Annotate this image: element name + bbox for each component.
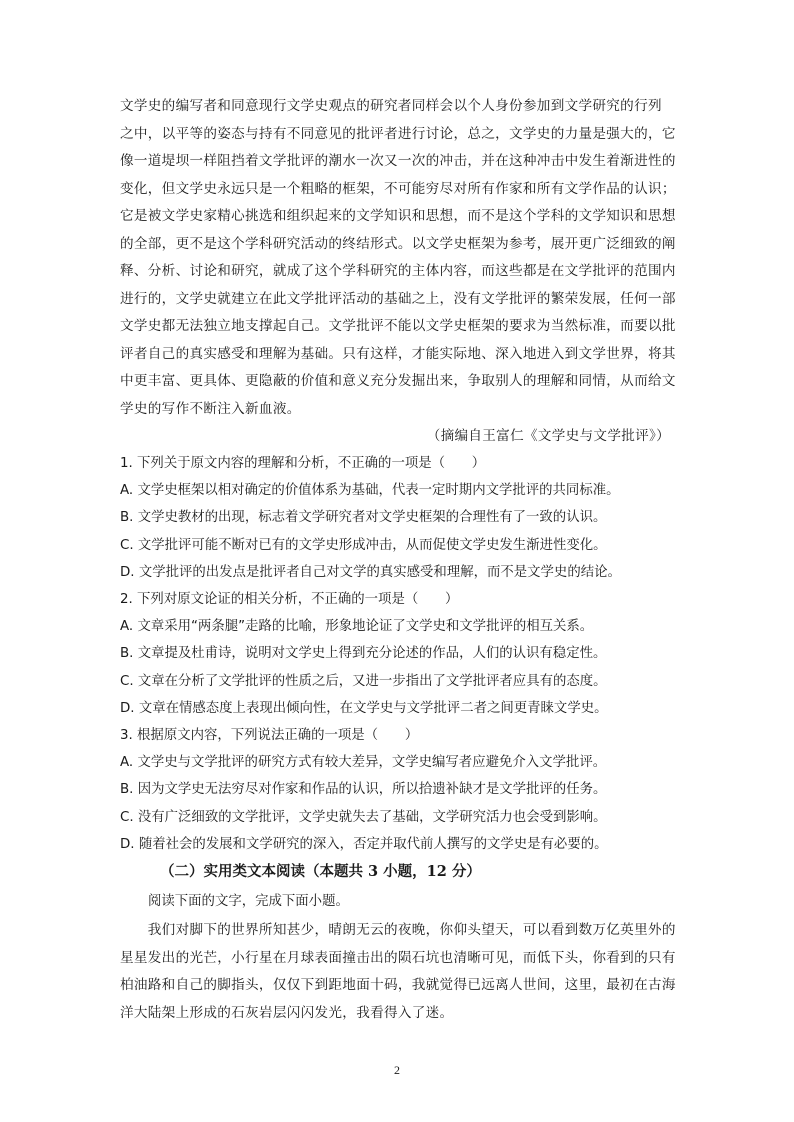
answer-option: B. 文学史教材的出现，标志着文学研究者对文学史框架的合理性有了一致的认识。	[120, 510, 607, 526]
answer-option: D. 文章在情感态度上表现出倾向性，在文学史与文学批评二者之间更青睐文学史。	[120, 700, 608, 716]
passage-line: 像一道堤坝一样阻挡着文学批评的潮水一次又一次的冲击，并在这种冲击中发生着渐进性的	[120, 153, 676, 169]
answer-option: B. 因为文学史无法穷尽对作家和作品的认识，所以拾遗补缺才是文学批评的任务。	[120, 782, 607, 798]
passage-line: 中更丰富、更具体、更隐蔽的价值和意义充分发掘出来，争取别人的理解和同情，从而给文	[120, 373, 676, 389]
passage-line: 之中，以平等的姿态与持有不同意见的批评者进行讨论，总之，文学史的力量是强大的，它	[120, 125, 676, 142]
answer-option: B. 文章提及杜甫诗，说明对文学史上得到充分论述的作品，人们的认识有稳定性。	[120, 646, 607, 662]
passage-line: 文学史都无法独立地支撑起自己。文学批评不能以文学史框架的要求为当然标准，而要以批	[120, 318, 676, 334]
page-number: 2	[394, 1063, 400, 1077]
section-instruction: 阅读下面的文字，完成下面小题。	[148, 894, 349, 909]
passage-line: 洋大陆架上形成的石灰岩层闪闪发光，我看得入了迷。	[120, 1004, 454, 1021]
answer-option: A. 文章采用“两条腿”走路的比喻，形象地论证了文学史和文学批评的相互关系。	[120, 619, 594, 635]
answer-option: C. 文章在分析了文学批评的性质之后，又进一步指出了文学批评者应具有的态度。	[120, 673, 607, 689]
passage-line: 它是被文学史家精心挑选和组织起来的文学知识和思想，而不是这个学科的文学知识和思想	[120, 208, 676, 224]
question-stem: 1. 下列关于原文内容的理解和分析，不正确的一项是（ ）	[120, 456, 486, 471]
passage-line: 变化，但文学史永远只是一个粗略的框架，不可能穷尽对所有作家和所有文学作品的认识；	[120, 180, 676, 197]
passage-line: 评者自己的真实感受和理解为基础。只有这样，才能实际地、深入地进入到文学世界，将其	[120, 345, 676, 362]
answer-option: D. 随着社会的发展和文学研究的深入，否定并取代前人撰写的文学史是有必要的。	[120, 836, 608, 852]
answer-option: C. 文学批评可能不断对已有的文学史形成冲击，从而促使文学史发生渐进性变化。	[120, 537, 607, 553]
answer-option: D. 文学批评的出发点是批评者自己对文学的真实感受和理解，而不是文学史的结论。	[120, 564, 621, 580]
passage-line: 释、分析、讨论和研究，就成了这个学科研究的主体内容，而这些都是在文学批评的范围内	[120, 263, 676, 279]
passage-line: 进行的，文学史就建立在此文学批评活动的基础之上，没有文学批评的繁荣发展，任何一部	[120, 290, 676, 307]
question-stem: 3. 根据原文内容，下列说法正确的一项是（ ）	[120, 728, 419, 743]
passage-line: 学史的写作不断注入新血液。	[120, 400, 301, 417]
passage-line: 柏油路和自己的脚指头，仅仅下到距地面十码，我就觉得已远离人世间，这里，最初在古海	[120, 977, 676, 993]
passage-line: 的全部，更不是这个学科研究活动的终结形式。以文学史框架为参考，展开更广泛细致的阐	[120, 235, 676, 252]
section-heading: （二）实用类文本阅读（本题共 3 小题，12 分）	[160, 863, 481, 880]
answer-option: C. 没有广泛细致的文学批评，文学史就失去了基础，文学研究活力也会受到影响。	[120, 809, 607, 825]
answer-option: A. 文学史框架以相对确定的价值体系为基础，代表一定时期内文学批评的共同标准。	[120, 483, 620, 499]
answer-option: A. 文学史与文学批评的研究方式有较大差异，文学史编写者应避免介入文学批评。	[120, 755, 607, 771]
passage-line: 文学史的编写者和同意现行文学史观点的研究者同样会以个人身份参加到文学研究的行列	[120, 98, 662, 114]
passage-line: 星星发出的光芒，小行星在月球表面撞击出的陨石坑也清晰可见，而低下头，你看到的只有	[120, 949, 676, 966]
source-citation: （摘编自王富仁《文学史与文学批评》）	[426, 428, 670, 444]
question-stem: 2. 下列对原文论证的相关分析，不正确的一项是（ ）	[120, 592, 459, 607]
passage-line: 我们对脚下的世界所知甚少，晴朗无云的夜晚，你仰头望天，可以看到数万亿英里外的	[120, 922, 676, 938]
